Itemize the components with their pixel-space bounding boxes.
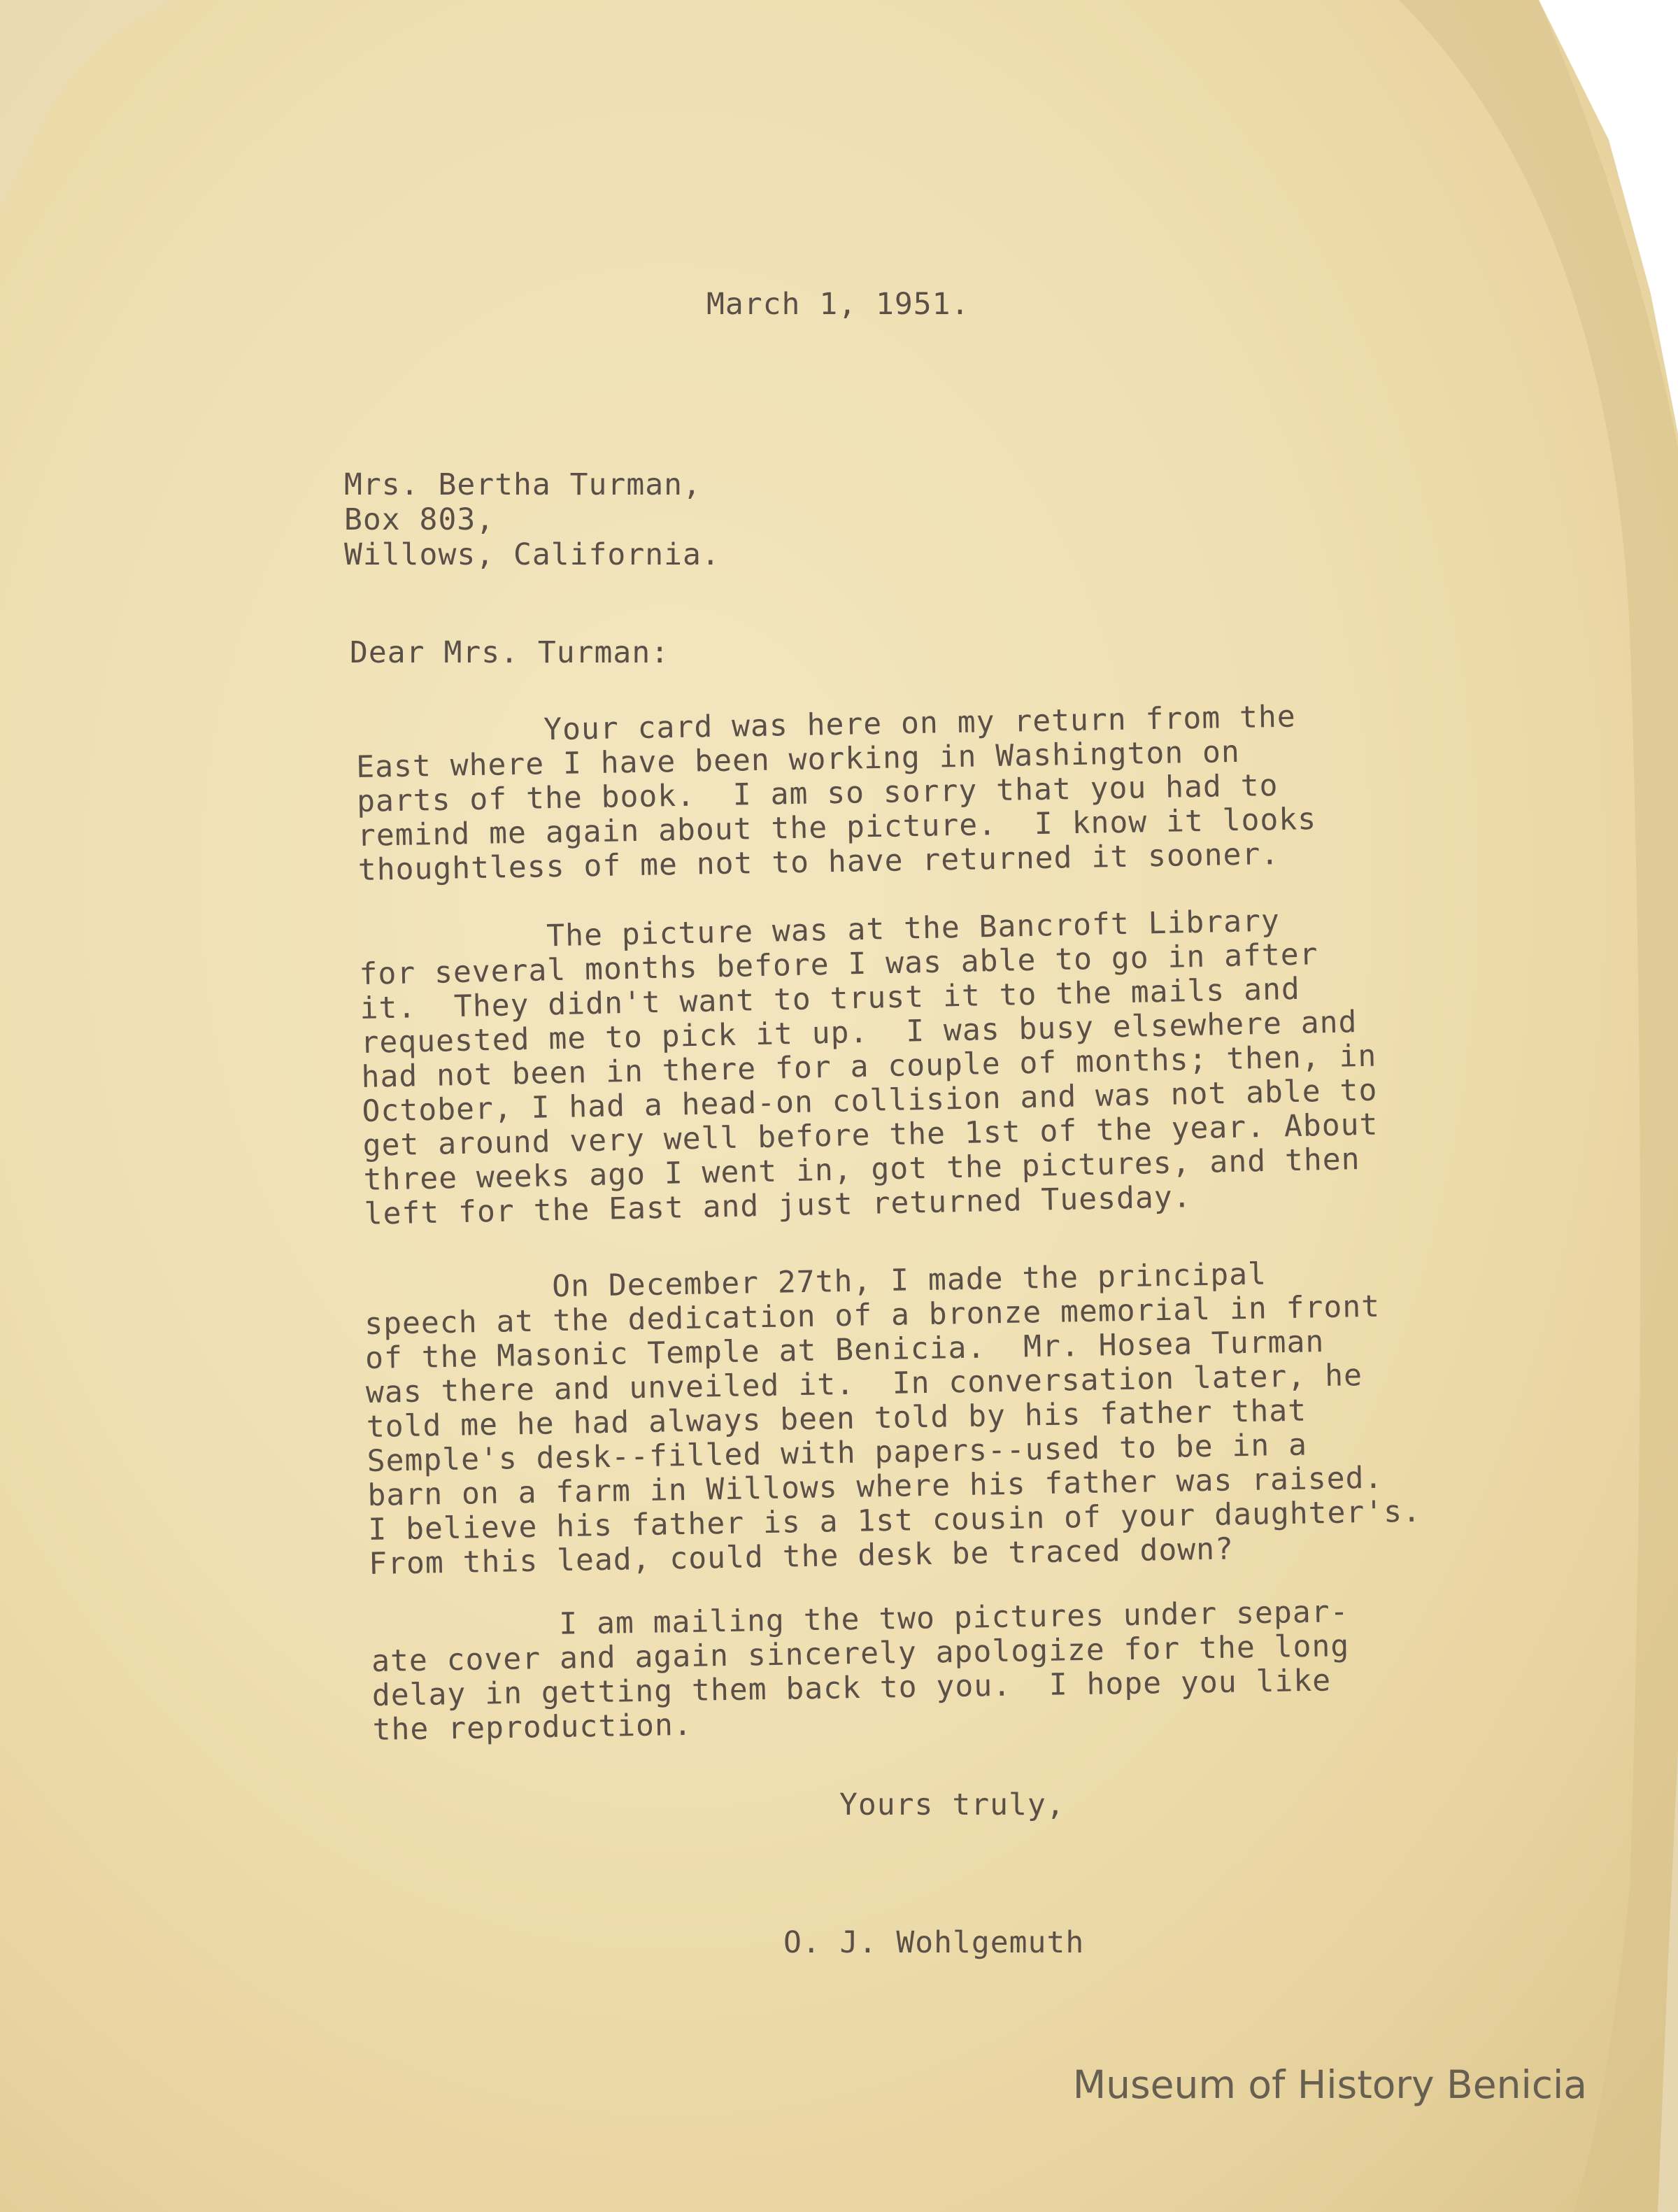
letter-date: March 1, 1951. xyxy=(706,287,970,322)
body-paragraph-4: I am mailing the two pictures under separ- ate cover and again sincerely apologize for the long delay in getting them back to you. I hope you like the reproduction. xyxy=(370,1594,1350,1747)
salutation: Dear Mrs. Turman: xyxy=(350,635,670,670)
recipient-box: Box 803, xyxy=(344,502,495,537)
body-paragraph-1: Your card was here on my return from the East where I have been working in Washington on parts of the book. I am so sorry that you had to remind me again about the picture. I know it looks thoughtless of me not to have returned it sooner. xyxy=(355,699,1317,888)
body-paragraph-3: On December 27th, I made the principal speech at the dedication of a bronze memorial in front of the Masonic Temple at Benicia. Mr. Hosea Turman was there and unveiled it. In conversation later, he told me he had always been told by his father that Semple's desk--filled with papers--used to be in a barn on a farm in Willows where his father was raised. I believe his father is a 1st cousin of your daughter's. From this lead, could the desk be traced down? xyxy=(363,1256,1422,1582)
museum-watermark: Museum of History Benicia xyxy=(1072,2062,1587,2107)
closing: Yours truly, xyxy=(839,1787,1065,1822)
body-paragraph-2: The picture was at the Bancroft Library for several months before I was able to go in after it. They didn't want to trust it to the mails and requested me to pick it up. I was busy elsewhere and had not been in there for a couple of months; then, in October, I had a head-on collision and was not able to get around very well before the 1st of the year. About three weeks ago I went in, got the pictures, and then left for the East and just returned Tuesday. xyxy=(357,903,1379,1232)
recipient-name: Mrs. Bertha Turman, xyxy=(344,467,702,502)
signature-name: O. J. Wohlgemuth xyxy=(783,1925,1085,1960)
recipient-city: Willows, California. xyxy=(344,537,720,572)
